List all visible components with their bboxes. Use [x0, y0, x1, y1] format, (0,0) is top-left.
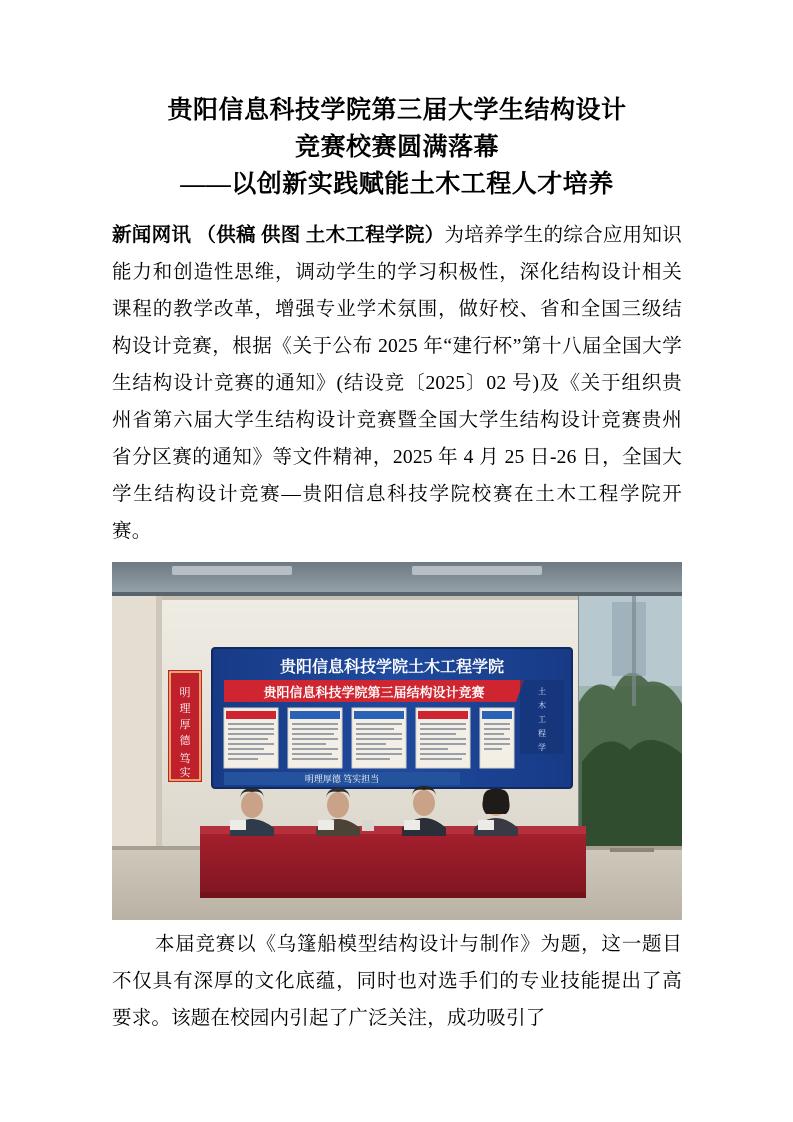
- svg-text:学: 学: [538, 743, 546, 752]
- svg-text:笃: 笃: [179, 753, 191, 765]
- svg-text:厚: 厚: [179, 719, 191, 731]
- svg-text:工: 工: [538, 715, 546, 724]
- svg-text:程: 程: [538, 729, 546, 738]
- figure-competition-opening-photo: [112, 562, 682, 920]
- wall-plaque-text-1: 明: [179, 687, 191, 699]
- article-title: [112, 92, 682, 203]
- article-title-line-1: 贵阳信息科技学院第三届大学生结构设计: [167, 97, 627, 124]
- document-content: [112, 92, 682, 1037]
- svg-text:木: 木: [538, 701, 546, 710]
- article-title-line-2: 竞赛校赛圆满落幕: [294, 134, 499, 161]
- svg-text:理: 理: [179, 703, 191, 715]
- svg-text:德: 德: [179, 735, 191, 747]
- banner-bottom-text: 明理厚德 笃实担当: [304, 774, 380, 784]
- svg-text:实: 实: [179, 767, 191, 779]
- banner-subtitle-text: 贵阳信息科技学院第三届结构设计竞赛: [263, 685, 485, 700]
- banner-title-text: 贵阳信息科技学院土木工程学院: [279, 659, 505, 676]
- article-paragraph-1: [112, 217, 682, 550]
- article-paragraph-2: 本届竞赛以《乌篷船模型结构设计与制作》为题，这一题目不仅具有深厚的文化底蕴，同时也对选手们的专业技能提出了高要求。该题在校园内引起了广泛关注，成功吸引了: [112, 934, 682, 1029]
- photo-illustration: [112, 562, 682, 920]
- article-paragraph-1-text: 为培养学生的综合应用知识能力和创造性思维，调动学生的学习积极性，深化结构设计相关课程的教学改革，增强专业学术氛围，做好校、省和全国三级结构设计竞赛，根据《关于公布 2025 年“建行杯”第十八届全国大学生结构设计竞赛的通知》(结设竞〔2025〕02 号)及《关于组织贵州省第六届大学生结构设计竞赛暨全国大学生结构设计竞赛贵州省分区赛的通知》等文件精神，2025 年 4 月 25 日-26 日，全国大学生结构设计竞赛—贵阳信息科技学院校赛在土木工程学院开赛。: [112, 225, 682, 542]
- svg-text:土: 土: [538, 687, 546, 696]
- article-title-line-3: ——以创新实践赋能土木工程人才培养: [180, 171, 614, 198]
- article-lead-label: 新闻网讯 （供稿 供图 土木工程学院）: [112, 225, 445, 246]
